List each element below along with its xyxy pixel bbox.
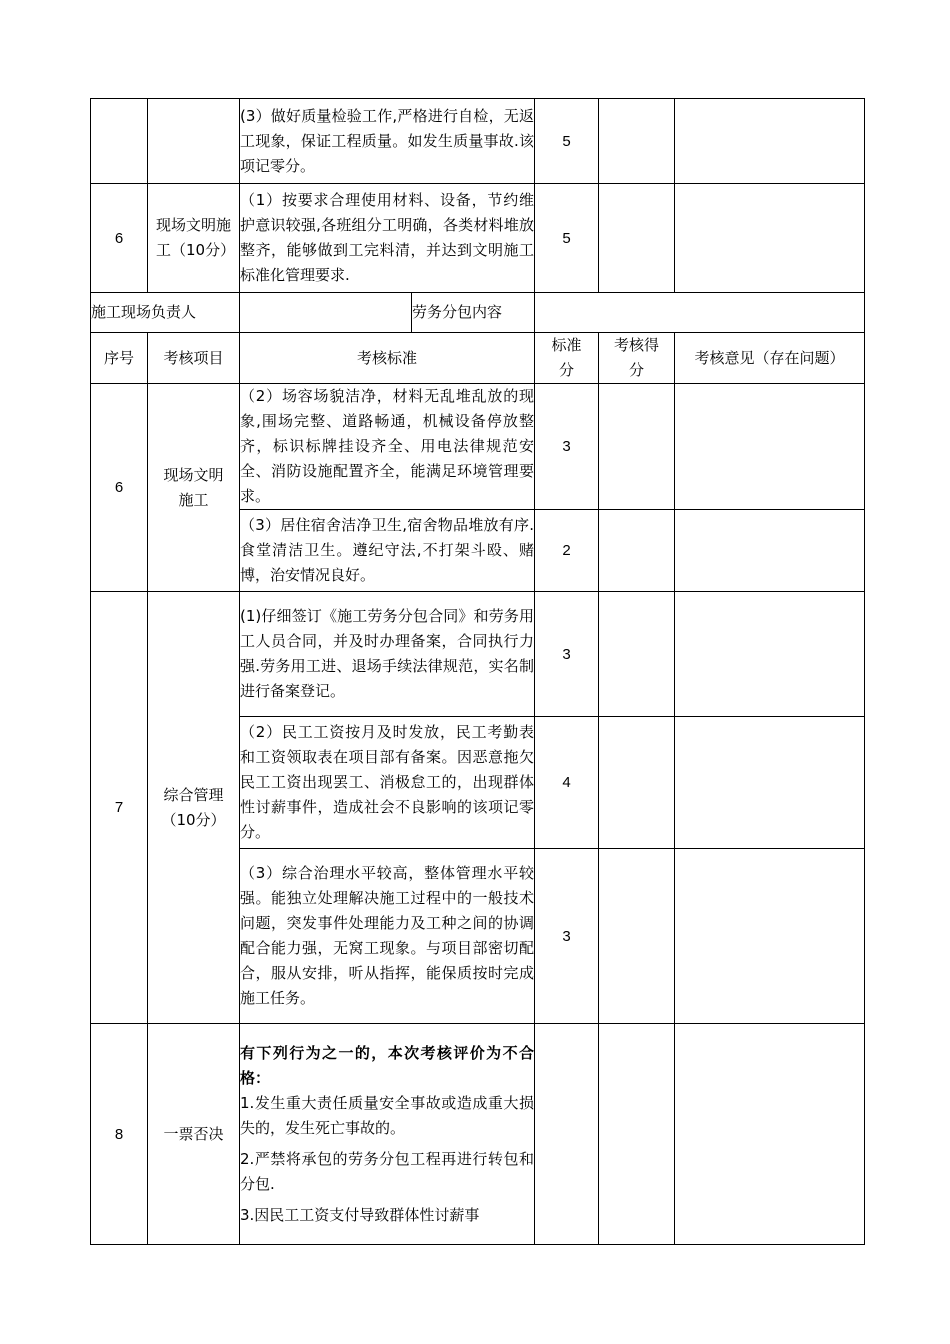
manager-label: 施工现场负责人 bbox=[91, 293, 240, 333]
criterion-text: （3）居住宿舍洁净卫生,宿舍物品堆放有序.食堂清洁卫生。遵纪守法,不打架斗殴、赌博，治安情况良好。 bbox=[240, 516, 534, 584]
item-cell: 综合管理（10分） bbox=[148, 592, 240, 1024]
criterion-cell bbox=[240, 384, 535, 510]
criterion-text: （2）场容场貌洁净，材料无乱堆乱放的现象,围场完整、道路畅通，机械设备停放整齐，标识标牌挂设齐全、用电法律规范安全、消防设施配置齐全，能满足环境管理要求。 bbox=[240, 387, 534, 505]
header-row bbox=[91, 333, 865, 384]
criterion-text: (3）做好质量检验工作,严格进行自检，无返工现象，保证工程质量。如发生质量事故.该项记零分。 bbox=[240, 106, 534, 175]
got-score-cell[interactable] bbox=[599, 99, 675, 184]
std-score-cell: 5 bbox=[535, 99, 599, 184]
opinion-cell[interactable] bbox=[675, 184, 865, 293]
manager-value[interactable] bbox=[240, 293, 412, 333]
opinion-cell[interactable] bbox=[675, 384, 865, 510]
table-row bbox=[91, 384, 865, 510]
criterion-cell bbox=[240, 184, 535, 293]
no-cell bbox=[91, 99, 148, 184]
got-score-cell[interactable] bbox=[599, 1024, 675, 1245]
std-score-cell: 5 bbox=[535, 184, 599, 293]
header-item: 考核项目 bbox=[148, 333, 240, 384]
info-row bbox=[91, 293, 865, 333]
got-score-cell[interactable] bbox=[599, 592, 675, 717]
criterion-cell bbox=[240, 510, 535, 592]
assessment-table bbox=[90, 98, 865, 1245]
item-cell bbox=[148, 99, 240, 184]
veto-item-1: 1.发生重大责任质量安全事故或造成重大损失的，发生死亡事故的。 bbox=[240, 1093, 534, 1137]
table-row bbox=[91, 592, 865, 717]
got-score-cell[interactable] bbox=[599, 384, 675, 510]
std-score-cell: 3 bbox=[535, 849, 599, 1024]
criterion-cell bbox=[240, 592, 535, 717]
opinion-cell[interactable] bbox=[675, 99, 865, 184]
header-opinion: 考核意见（存在问题） bbox=[675, 333, 865, 384]
criterion-text: （2）民工工资按月及时发放，民工考勤表和工资领取表在项目部有备案。因恶意拖欠民工工资出现罢工、消极怠工的，出现群体性讨薪事件，造成社会不良影响的该项记零分。 bbox=[240, 723, 534, 841]
criterion-text: （1）按要求合理使用材料、设备，节约维护意识较强,各班组分工明确，各类材料堆放整齐，能够做到工完料清，并达到文明施工标准化管理要求. bbox=[240, 191, 534, 284]
opinion-cell[interactable] bbox=[675, 717, 865, 849]
table-row bbox=[91, 99, 865, 184]
got-score-cell[interactable] bbox=[599, 184, 675, 293]
std-score-cell: 4 bbox=[535, 717, 599, 849]
header-std-score: 标准分 bbox=[535, 333, 599, 384]
content-value[interactable] bbox=[535, 293, 865, 333]
opinion-cell[interactable] bbox=[675, 1024, 865, 1245]
opinion-cell[interactable] bbox=[675, 510, 865, 592]
header-standard: 考核标准 bbox=[240, 333, 535, 384]
criterion-cell bbox=[240, 717, 535, 849]
content-label: 劳务分包内容 bbox=[412, 293, 535, 333]
item-cell: 现场文明施工 bbox=[148, 384, 240, 592]
item-cell: 现场文明施工（10分） bbox=[148, 184, 240, 293]
header-got-score: 考核得分 bbox=[599, 333, 675, 384]
std-score-cell bbox=[535, 1024, 599, 1245]
veto-item-2: 2.严禁将承包的劳务分包工程再进行转包和分包. bbox=[240, 1149, 534, 1193]
std-score-cell: 2 bbox=[535, 510, 599, 592]
criterion-text: （3）综合治理水平较高，整体管理水平较强。能独立处理解决施工过程中的一般技术问题，突发事件处理能力及工种之间的协调配合能力强，无窝工现象。与项目部密切配合，服从安排，听从指挥，能保质按时完成施工任务。 bbox=[240, 864, 534, 1007]
no-cell: 6 bbox=[91, 184, 148, 293]
no-cell: 7 bbox=[91, 592, 148, 1024]
criterion-cell bbox=[240, 99, 535, 184]
table-row bbox=[91, 1024, 865, 1245]
got-score-cell[interactable] bbox=[599, 717, 675, 849]
got-score-cell[interactable] bbox=[599, 510, 675, 592]
got-score-cell[interactable] bbox=[599, 849, 675, 1024]
criterion-cell bbox=[240, 849, 535, 1024]
criterion-text: (1)仔细签订《施工劳务分包合同》和劳务用工人员合同，并及时办理备案，合同执行力强.劳务用工进、退场手续法律规范，实名制进行备案登记。 bbox=[240, 607, 534, 700]
header-no: 序号 bbox=[91, 333, 148, 384]
table-row bbox=[91, 184, 865, 293]
std-score-cell: 3 bbox=[535, 384, 599, 510]
veto-heading bbox=[240, 1041, 534, 1091]
criterion-cell bbox=[240, 1024, 535, 1245]
opinion-cell[interactable] bbox=[675, 592, 865, 717]
item-cell: 一票否决 bbox=[148, 1024, 240, 1245]
veto-heading-text: 有下列行为之一的，本次考核评价为不合格： bbox=[240, 1043, 534, 1087]
opinion-cell[interactable] bbox=[675, 849, 865, 1024]
veto-item-3: 3.因民工工资支付导致群体性讨薪事 bbox=[240, 1205, 480, 1224]
std-score-cell: 3 bbox=[535, 592, 599, 717]
no-cell: 6 bbox=[91, 384, 148, 592]
no-cell: 8 bbox=[91, 1024, 148, 1245]
